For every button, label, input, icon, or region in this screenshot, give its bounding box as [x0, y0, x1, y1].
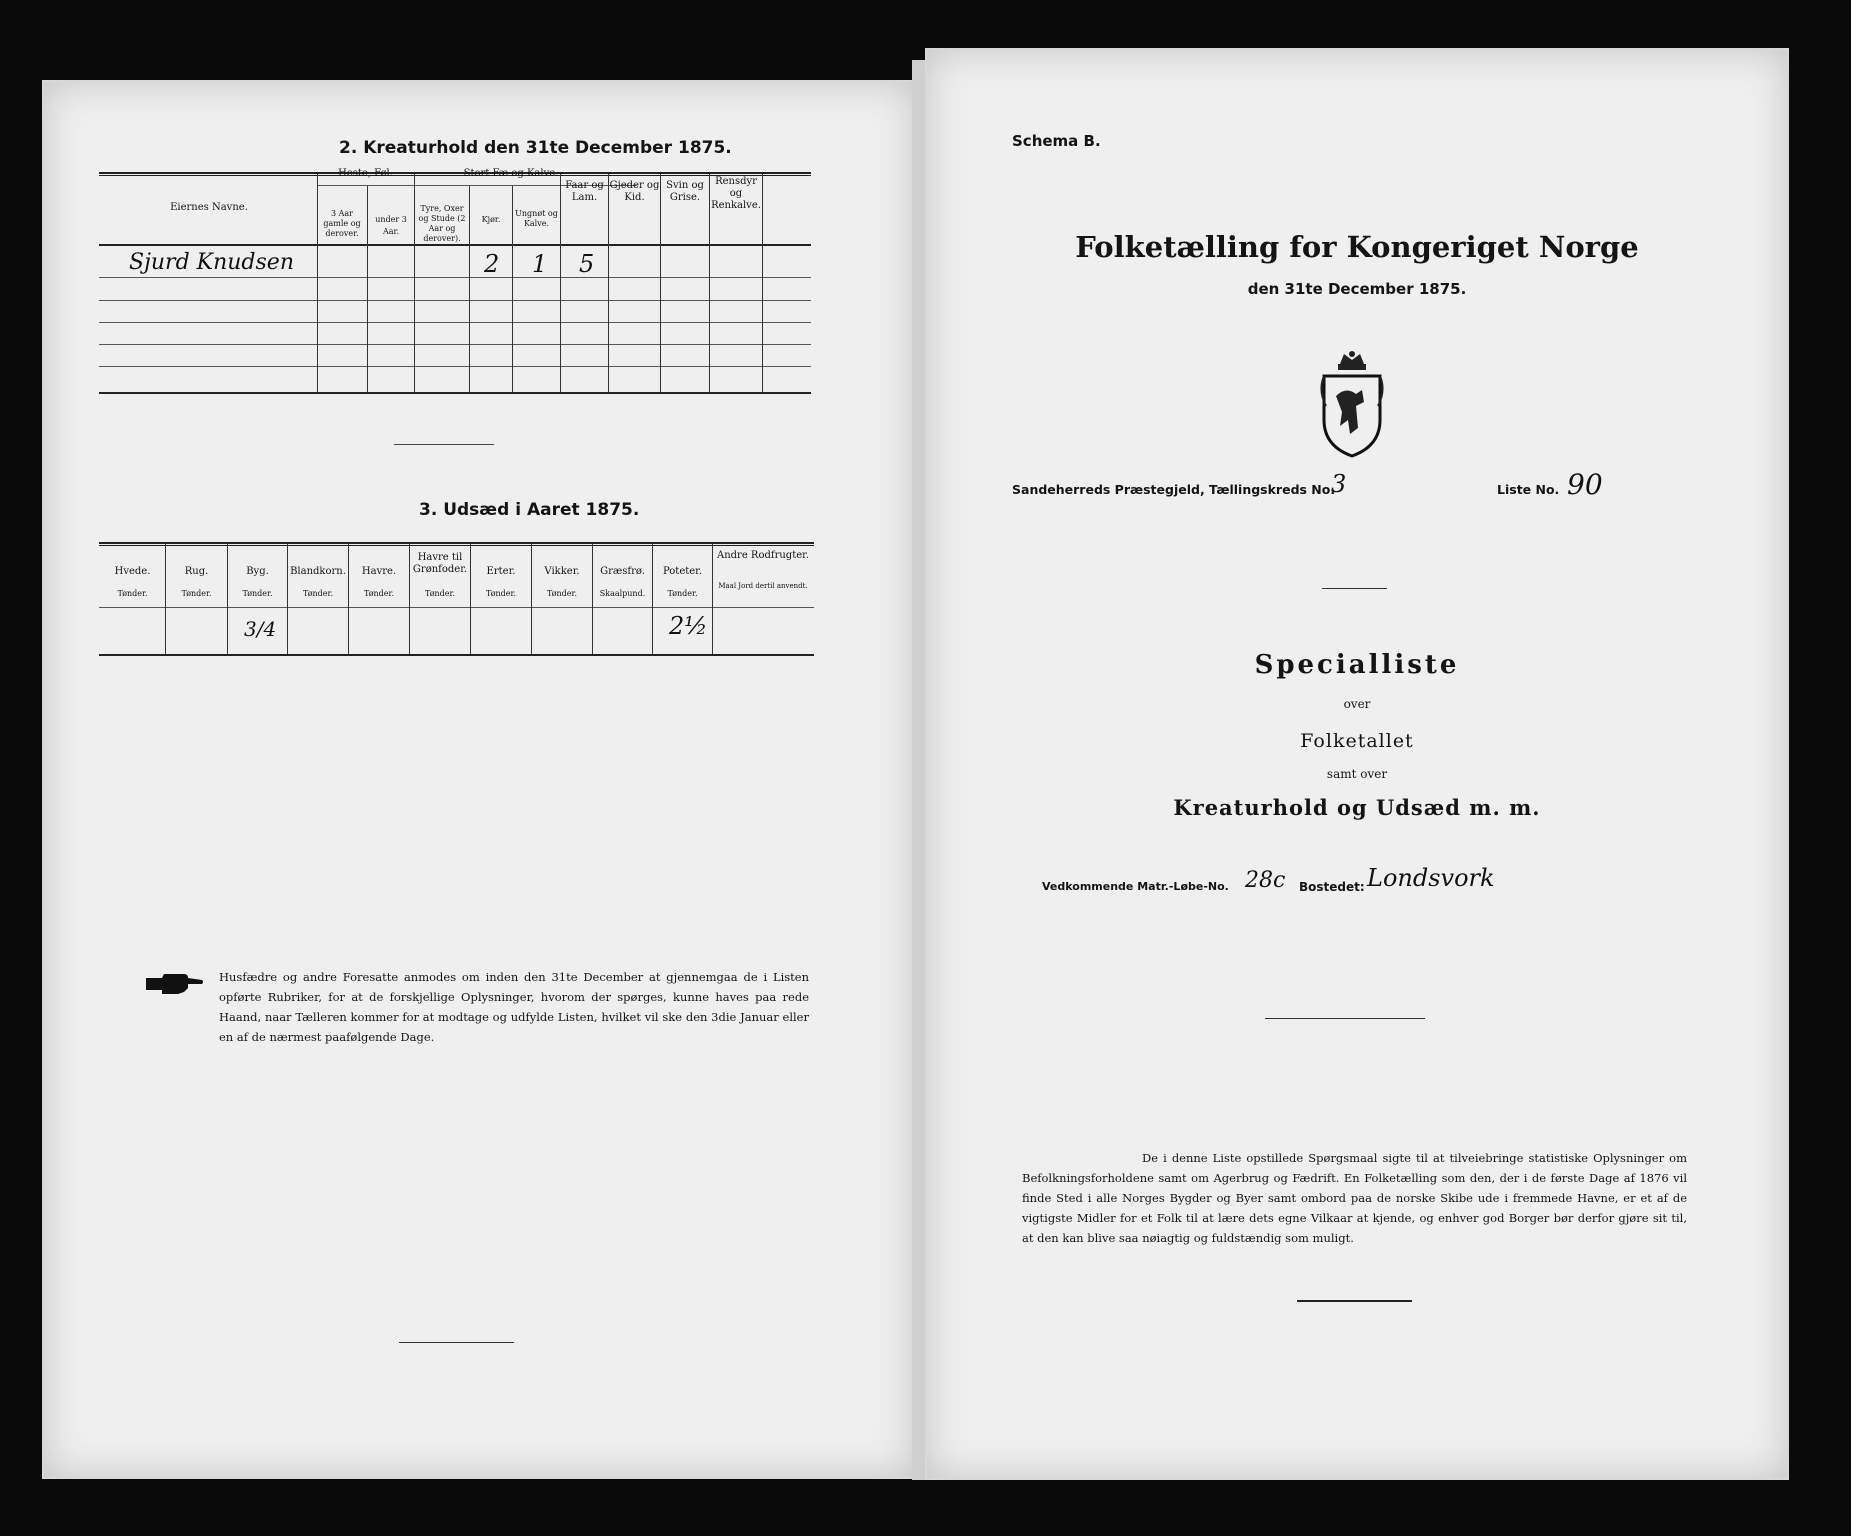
- section2-title: 2. Kreaturhold den 31te December 1875.: [339, 138, 732, 158]
- binding-spine: [912, 60, 925, 1480]
- schema-label: Schema B.: [1012, 132, 1101, 150]
- heste-group-header: Heste, Føl.: [338, 168, 393, 179]
- col-havre: Havre.: [361, 566, 397, 577]
- heste-young-header: under 3 Aar.: [375, 215, 407, 236]
- over-text: over: [1343, 697, 1371, 711]
- unit-blandkorn: Tønder.: [302, 589, 334, 598]
- folketallet-text: Folketallet: [1300, 730, 1414, 752]
- prestegjeld-label: Sandeherreds Præstegjeld, Tællingskreds No.: [1012, 482, 1336, 497]
- col-blandkorn: Blandkorn.: [290, 566, 346, 577]
- bostedet-value: Londsvork: [1367, 864, 1495, 892]
- faar-value: 5: [579, 250, 595, 278]
- byg-value: 3/4: [244, 617, 277, 641]
- heste-old-header: 3 Aar gamle og derover.: [323, 209, 361, 238]
- census-date: den 31te December 1875.: [1247, 280, 1467, 298]
- unit-andre: Maal Jord dertil anvendt.: [718, 582, 808, 590]
- matr-label: Vedkommende Matr.-Løbe-No.: [1042, 880, 1229, 893]
- unit-erter: Tønder.: [485, 589, 517, 598]
- right-page: [925, 48, 1789, 1480]
- kjer-header: Kjør.: [481, 215, 501, 224]
- bostedet-label: Bostedet:: [1299, 880, 1365, 894]
- col-erter: Erter.: [486, 566, 516, 577]
- liste-label: Liste No.: [1497, 482, 1560, 497]
- kjer-value: 2: [484, 250, 500, 278]
- col-vikker: Vikker.: [544, 566, 580, 577]
- unit-vikker: Tønder.: [546, 589, 578, 598]
- pointing-hand-icon: [144, 972, 204, 998]
- liste-number: 90: [1567, 468, 1603, 501]
- tyre-header: Tyre, Oxer og Stude (2 Aar og derover).: [418, 204, 466, 243]
- svin-header: Svin og Grise.: [666, 180, 704, 203]
- unit-rug: Tønder.: [181, 589, 212, 598]
- owner-name: Sjurd Knudsen: [129, 250, 294, 275]
- col-poteter: Poteter.: [662, 566, 703, 577]
- coat-of-arms-icon: [1312, 350, 1392, 460]
- matr-number: 28c: [1245, 868, 1286, 893]
- unit-havre-gronfoder: Tønder.: [424, 589, 456, 598]
- col-rug: Rug.: [184, 566, 209, 577]
- stort-group-header: Stort Fæ og Kalve.: [463, 168, 559, 179]
- faar-header: Faar og Lam.: [565, 180, 604, 203]
- poteter-value: 2½: [669, 612, 708, 640]
- col-hvede: Hvede.: [114, 566, 151, 577]
- col-graesfro: Græsfrø.: [600, 566, 645, 577]
- ungnot-value: 1: [532, 250, 548, 278]
- gjeder-header: Gjeder og Kid.: [609, 180, 660, 203]
- col-havre-gronfoder-label: Havre til Grønfoder.: [412, 552, 468, 575]
- rensdyr-header: Rensdyr og Renkalve.: [711, 176, 761, 211]
- main-title: Folketælling for Kongeriget Norge: [1075, 230, 1639, 264]
- section3-title: 3. Udsæd i Aaret 1875.: [419, 500, 640, 520]
- unit-havre: Tønder.: [363, 589, 395, 598]
- unit-hvede: Tønder.: [117, 589, 148, 598]
- owner-header: Eiernes Navne.: [170, 202, 248, 213]
- unit-poteter: Tønder.: [667, 589, 698, 598]
- instruction-note: Husfædre og andre Foresatte anmodes om inden den 31te December at gjennemgaa de i Listen opførte Rubriker, for at de forskjellige Oplysninger, hvorom der spørges, kunne haves paa rede Haand, naar Tælleren kommer for at modtage og udfylde Listen, hvilket vil ske den 3die Januar eller en af de nærmest paafølgende Dage.: [219, 970, 809, 1044]
- left-page: [42, 80, 916, 1479]
- unit-graesfro: Skaalpund.: [599, 589, 646, 598]
- col-andre: Andre Rodfrugter.: [716, 550, 809, 561]
- kreds-number: 3: [1331, 470, 1347, 498]
- col-byg: Byg.: [246, 566, 269, 577]
- samt-over-text: samt over: [1326, 767, 1388, 781]
- specialliste-heading: Specialliste: [1254, 650, 1460, 680]
- unit-byg: Tønder.: [242, 589, 273, 598]
- ungnot-header: Ungnøt og Kalve.: [515, 209, 558, 228]
- info-paragraph: De i denne Liste opstillede Spørgsmaal sigte til at tilveiebringe statistiske Oplysninger om Befolkningsforholdene samt om Agerbrug og Fædrift. En Folketælling som den, der i de første Dage af 1876 vil finde Sted i alle Norges Bygder og Byer samt ombord paa de norske Skibe ude i fremmede Havne, er et af de vigtigste Midler for et Folk til at lære dets egne Vilkaar at kjende, og enhver god Borger bør derfor gjøre sit til, at den kan blive saa nøiagtig og fuldstændig som muligt.: [1022, 1151, 1687, 1245]
- kreaturhold-heading: Kreaturhold og Udsæd m. m.: [1173, 795, 1541, 820]
